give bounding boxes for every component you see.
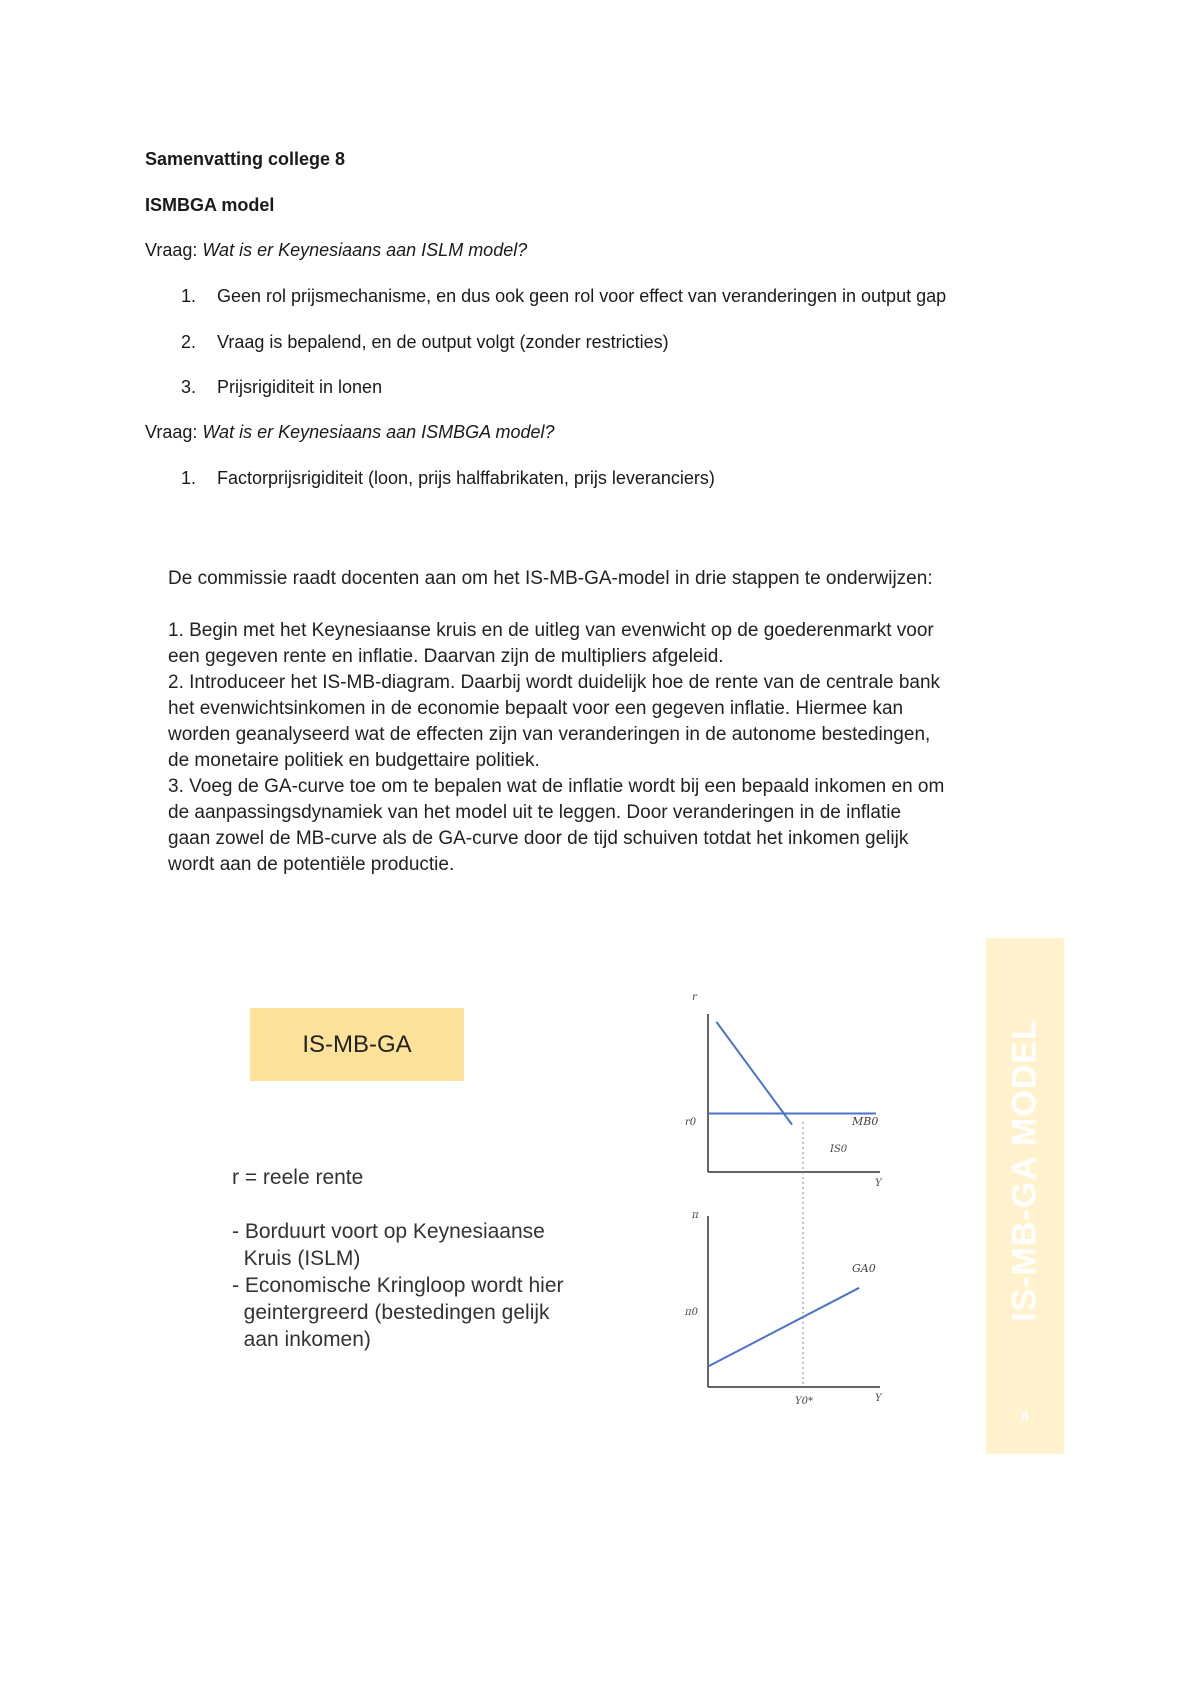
- slide-number: 8: [1021, 1408, 1029, 1424]
- quote-intro: De commissie raadt docenten aan om het IS-MB-GA-model in drie stappen te onderwijzen:: [168, 568, 933, 589]
- ismbga-charts: [680, 992, 900, 1420]
- list-item: [181, 376, 382, 398]
- bullet-item: - Economische Kringloop wordt hier geintergreerd (bestedingen gelijk aan inkomen): [232, 1274, 564, 1351]
- slide-sidebar: [986, 938, 1064, 1454]
- model-badge: IS-MB-GA: [250, 1008, 464, 1081]
- tick-label-pi0: π0: [685, 1307, 698, 1318]
- quote-step-1: 1. Begin met het Keynesiaanse kruis en de uitleg van evenwicht op de goederenmarkt voor een gegeven rente en inflatie. Daarvan zijn de multipliers afgeleid.: [168, 620, 934, 667]
- x-axis-label-y: Y: [875, 1178, 882, 1189]
- list-number: 3.: [181, 377, 197, 397]
- quote-step-3: 3. Voeg de GA-curve toe om te bepalen wat de inflatie wordt bij een bepaald inkomen en om de aanpassingsdynamiek van het model uit te leggen. Door veranderingen in de inflatie gaan zowel de MB-curve als de GA-curve door de tijd schuiven totdat het inkomen gelijk wordt aan de potentiële productie.: [168, 776, 945, 875]
- list-text: Vraag is bepalend, en de output volgt (zonder restricties): [217, 332, 669, 352]
- list-number: 2.: [181, 332, 197, 352]
- is-mb-chart: [685, 992, 883, 1189]
- quote-step-2: 2. Introduceer het IS-MB-diagram. Daarbij wordt duidelijk hoe de rente van de centrale bank het evenwichtsinkomen in de economie bepaalt voor een gegeven inflatie. Hiermee kan worden geanalyseerd wat de effecten zijn van veranderingen in de autonome bestedingen, de monetaire politiek en budgettaire politiek.: [168, 672, 941, 771]
- bullet-item: - Borduurt voort op Keynesiaanse Kruis (ISLM): [232, 1220, 545, 1270]
- question-1: [145, 239, 527, 261]
- list-number: 1.: [181, 468, 197, 488]
- mb0-label: MB0: [852, 1115, 879, 1128]
- ga0-label: GA0: [852, 1262, 876, 1275]
- list-number: 1.: [181, 286, 197, 306]
- y-axis-label-r: r: [692, 992, 697, 1003]
- page-title: Samenvatting college 8: [145, 149, 346, 169]
- sidebar-title: IS-MB-GA MODEL: [1005, 1018, 1044, 1322]
- question-prefix: Vraag:: [145, 422, 198, 442]
- is0-curve: [716, 1022, 792, 1125]
- x-axis-label-y: Y: [875, 1393, 882, 1404]
- section-title: ISMBGA model: [145, 195, 275, 215]
- question-prefix: Vraag:: [145, 240, 198, 260]
- commission-quote: [168, 566, 948, 878]
- list-item: [181, 331, 669, 353]
- list-item: [181, 285, 1081, 307]
- tick-label-r0: r0: [685, 1117, 697, 1128]
- question-text: Wat is er Keynesiaans aan ISLM model?: [202, 240, 528, 260]
- list-text: Factorprijsrigiditeit (loon, prijs halffabrikaten, prijs leveranciers): [217, 468, 715, 488]
- list-text: Geen rol prijsmechanisme, en dus ook geen rol voor effect van veranderingen in output gap: [217, 286, 947, 306]
- is0-label: IS0: [830, 1144, 848, 1155]
- ga-chart: [684, 1210, 883, 1407]
- ga0-curve: [708, 1288, 859, 1367]
- definition-text: r = reele rente: [232, 1166, 364, 1189]
- list-item: [181, 467, 715, 489]
- y-axis-label-pi: π: [692, 1210, 699, 1221]
- question-text: Wat is er Keynesiaans aan ISMBGA model?: [202, 422, 555, 442]
- list-text: Prijsrigiditeit in lonen: [217, 377, 383, 397]
- tick-label-y0-star: Y0*: [795, 1396, 813, 1407]
- question-2: [145, 421, 555, 443]
